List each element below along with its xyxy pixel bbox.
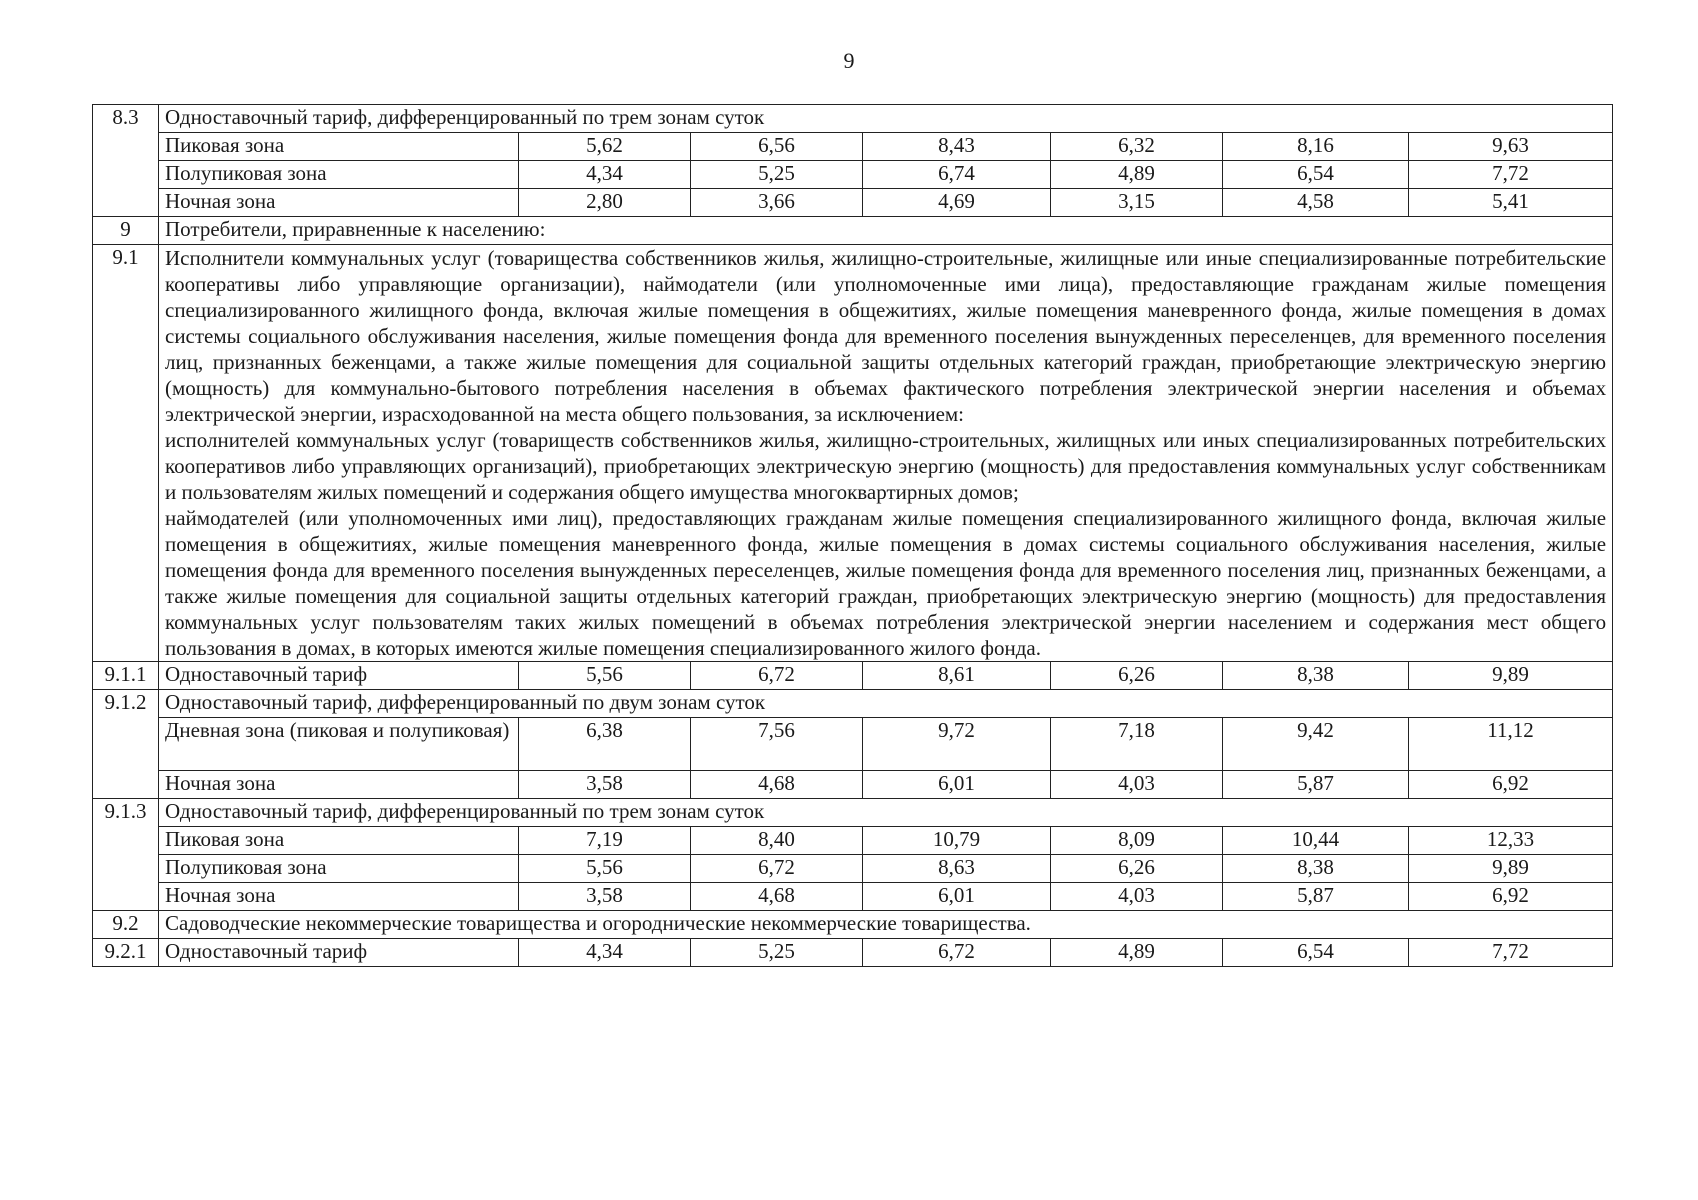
tariff-value: 3,58 — [519, 883, 691, 911]
tariff-value: 9,42 — [1223, 718, 1409, 771]
tariff-value: 12,33 — [1409, 827, 1613, 855]
section-title: Садоводческие некоммерческие товарищества и огороднические некоммерческие товарищества. — [159, 911, 1613, 939]
table-row — [93, 939, 1613, 967]
section-description — [159, 245, 1613, 662]
tariff-value: 4,69 — [863, 189, 1051, 217]
description-paragraph: наймодателей (или уполномоченных ими лиц), предоставляющих гражданам жилые помещения специализированного жилищного фонда, включая жилые помещения в общежитиях, жилые помещения маневренного фонда, жилые помещения в домах системы социального обслуживания населения, жилые помещения фонда для временного поселения вынужденных переселенцев, жилые помещения фонда для временного поселения лиц, признанных беженцами, а также жилые помещения для социальной защиты отдельных категорий граждан, приобретающих электрическую энергию (мощность) для предоставления коммунальных услуг пользователям таких жилых помещений в объемах потребления электрической энергии населением и содержания мест общего пользования в домах, в которых имеются жилые помещения специализированного жилого фонда. — [165, 506, 1607, 660]
row-label: Полупиковая зона — [159, 161, 519, 189]
tariff-value: 6,26 — [1051, 855, 1223, 883]
tariff-value: 6,92 — [1409, 883, 1613, 911]
tariff-value: 3,66 — [691, 189, 863, 217]
table-row — [93, 133, 1613, 161]
tariff-value: 6,92 — [1409, 771, 1613, 799]
row-number: 9 — [93, 217, 159, 245]
table-row — [93, 217, 1613, 245]
tariff-value: 6,26 — [1051, 662, 1223, 690]
tariff-value: 6,01 — [863, 771, 1051, 799]
row-number: 9.2 — [93, 911, 159, 939]
tariff-value: 10,79 — [863, 827, 1051, 855]
table-row — [93, 105, 1613, 133]
page-number: 9 — [843, 48, 855, 73]
section-title: Одноставочный тариф, дифференцированный по трем зонам суток — [159, 105, 1613, 133]
tariff-value: 4,89 — [1051, 161, 1223, 189]
row-number: 9.1.3 — [93, 799, 159, 911]
row-label: Ночная зона — [159, 189, 519, 217]
tariff-value: 6,38 — [519, 718, 691, 771]
tariff-value: 6,54 — [1223, 939, 1409, 967]
tariff-value: 7,19 — [519, 827, 691, 855]
table-row — [93, 690, 1613, 718]
section-title: Одноставочный тариф, дифференцированный по двум зонам суток — [159, 690, 1613, 718]
tariff-value: 6,72 — [691, 662, 863, 690]
tariff-value: 2,80 — [519, 189, 691, 217]
tariff-value: 8,16 — [1223, 133, 1409, 161]
tariff-value: 5,56 — [519, 855, 691, 883]
tariff-value: 4,68 — [691, 883, 863, 911]
tariff-value: 8,61 — [863, 662, 1051, 690]
tariff-value: 3,15 — [1051, 189, 1223, 217]
description-paragraph: Исполнители коммунальных услуг (товарищества собственников жилья, жилищно-строительные, жилищные или иные специализированные потребительские кооперативы либо управляющие организации), наймодатели (или уполномоченные ими лица), предоставляющие гражданам жилые помещения специализированного жилищного фонда, включая жилые помещения в общежитиях, жилые помещения маневренного фонда, жилые помещения в домах системы социального обслуживания населения, жилые помещения фонда для временного поселения вынужденных переселенцев, для временного поселения лиц, признанных беженцами, а также жилые помещения для социальной защиты отдельных категорий граждан, приобретающие электрическую энергию (мощность) для коммунально-бытового потребления населения в объемах фактического потребления электрической энергии населения и объемах электрической энергии, израсходованной на места общего пользования, за исключением: — [165, 246, 1607, 426]
row-label: Полупиковая зона — [159, 855, 519, 883]
tariff-value: 4,89 — [1051, 939, 1223, 967]
tariff-value: 7,56 — [691, 718, 863, 771]
tariff-value: 4,03 — [1051, 883, 1223, 911]
tariff-value: 9,72 — [863, 718, 1051, 771]
tariff-value: 7,72 — [1409, 939, 1613, 967]
tariff-value: 6,74 — [863, 161, 1051, 189]
tariff-value: 8,43 — [863, 133, 1051, 161]
description-paragraph: исполнителей коммунальных услуг (товариществ собственников жилья, жилищно-строительных, жилищных или иных специализированных потребительских кооперативов либо управляющих организаций), приобретающих электрическую энергию (мощность) для предоставления коммунальных услуг собственникам и пользователям жилых помещений и содержания общего имущества многоквартирных домов; — [165, 428, 1607, 504]
tariff-table — [92, 104, 1613, 967]
tariff-value: 5,87 — [1223, 771, 1409, 799]
section-title: Одноставочный тариф, дифференцированный по трем зонам суток — [159, 799, 1613, 827]
tariff-value: 4,68 — [691, 771, 863, 799]
tariff-value: 6,32 — [1051, 133, 1223, 161]
tariff-value: 11,12 — [1409, 718, 1613, 771]
row-label: Дневная зона (пиковая и полупиковая) — [159, 718, 519, 771]
tariff-value: 3,58 — [519, 771, 691, 799]
tariff-value: 5,41 — [1409, 189, 1613, 217]
tariff-value: 8,63 — [863, 855, 1051, 883]
row-number: 9.2.1 — [93, 939, 159, 967]
tariff-value: 6,01 — [863, 883, 1051, 911]
tariff-value: 4,58 — [1223, 189, 1409, 217]
tariff-value: 7,72 — [1409, 161, 1613, 189]
tariff-value: 10,44 — [1223, 827, 1409, 855]
table-row — [93, 662, 1613, 690]
tariff-value: 5,62 — [519, 133, 691, 161]
table-row — [93, 189, 1613, 217]
tariff-value: 5,56 — [519, 662, 691, 690]
tariff-value: 8,38 — [1223, 662, 1409, 690]
row-label: Ночная зона — [159, 771, 519, 799]
tariff-value: 6,72 — [863, 939, 1051, 967]
tariff-value: 4,03 — [1051, 771, 1223, 799]
tariff-value: 8,40 — [691, 827, 863, 855]
row-number: 9.1.2 — [93, 690, 159, 799]
tariff-value: 6,72 — [691, 855, 863, 883]
tariff-value: 4,34 — [519, 161, 691, 189]
table-row — [93, 911, 1613, 939]
row-label: Пиковая зона — [159, 827, 519, 855]
section-title: Потребители, приравненные к населению: — [159, 217, 1613, 245]
table-row — [93, 827, 1613, 855]
tariff-value: 9,63 — [1409, 133, 1613, 161]
row-label: Ночная зона — [159, 883, 519, 911]
table-row — [93, 883, 1613, 911]
tariff-value: 8,38 — [1223, 855, 1409, 883]
tariff-value: 5,25 — [691, 939, 863, 967]
row-number: 9.1.1 — [93, 662, 159, 690]
row-label: Пиковая зона — [159, 133, 519, 161]
row-number: 9.1 — [93, 245, 159, 662]
table-row — [93, 771, 1613, 799]
table-row — [93, 718, 1613, 771]
tariff-value: 5,87 — [1223, 883, 1409, 911]
tariff-value: 6,56 — [691, 133, 863, 161]
tariff-value: 7,18 — [1051, 718, 1223, 771]
tariff-value: 6,54 — [1223, 161, 1409, 189]
table-row — [93, 799, 1613, 827]
table-row — [93, 161, 1613, 189]
row-label: Одноставочный тариф — [159, 939, 519, 967]
row-number: 8.3 — [93, 105, 159, 217]
tariff-value: 9,89 — [1409, 855, 1613, 883]
tariff-value: 4,34 — [519, 939, 691, 967]
table-row — [93, 855, 1613, 883]
table-row — [93, 245, 1613, 662]
tariff-value: 5,25 — [691, 161, 863, 189]
tariff-value: 9,89 — [1409, 662, 1613, 690]
row-label: Одноставочный тариф — [159, 662, 519, 690]
tariff-value: 8,09 — [1051, 827, 1223, 855]
